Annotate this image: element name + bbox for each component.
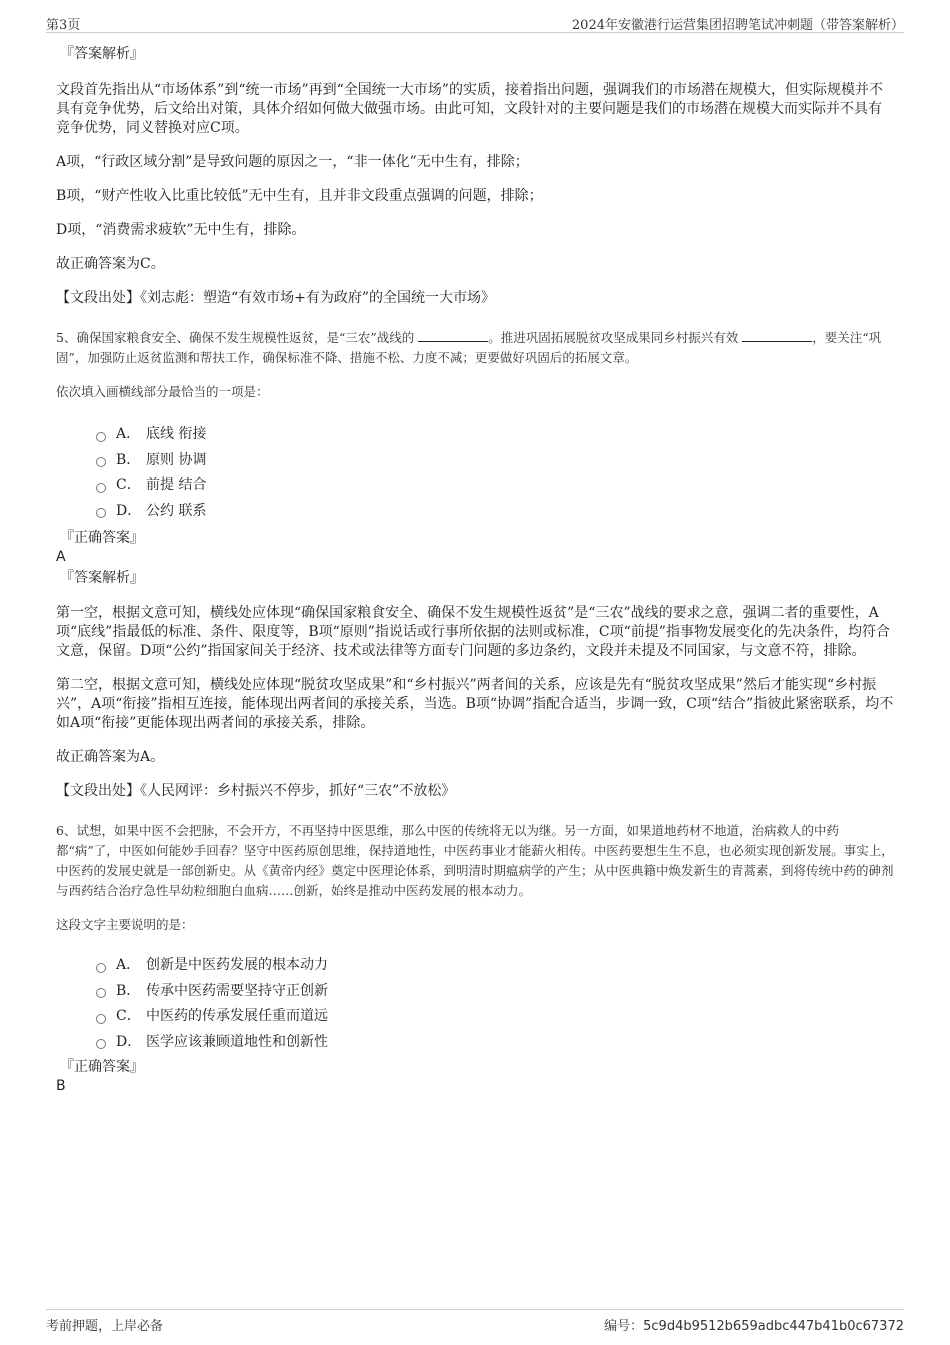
q5-option-b[interactable] — [96, 448, 894, 474]
q6-option-b[interactable] — [96, 979, 894, 1005]
radio-icon[interactable] — [96, 457, 106, 467]
radio-icon[interactable] — [96, 483, 106, 493]
radio-icon[interactable] — [96, 1039, 106, 1049]
q6-answer-label: 『正确答案』 — [60, 1059, 144, 1075]
q5-answer: A — [56, 549, 66, 565]
q6-option-c[interactable] — [96, 1004, 894, 1030]
code-value: 5c9d4b9512b659adbc447b41b0c67372 — [643, 1319, 904, 1334]
option-letter: C． — [116, 477, 141, 494]
option-text: 公约 联系 — [146, 502, 207, 519]
q5-conclusion: 故正确答案为A。 — [56, 749, 165, 765]
radio-icon[interactable] — [96, 988, 106, 998]
q4-analysis-paragraph-1: 文段首先指出从“市场体系”到“统一市场”再到“全国统一大市场”的实质，接着指出问题，强调我们的市场潜在规模大，但实际规模并不具有竞争优势，后文给出对策，具体介绍如何做大做强市场。由此可知，文段针对的主要问题是我们的市场潜在规模大而实际并不具有竞争优势，同义替换对应C项。 — [56, 82, 883, 136]
page-content — [56, 44, 894, 1095]
page-number: 第3页 — [46, 18, 81, 33]
radio-icon[interactable] — [96, 1014, 106, 1024]
q6-option-d[interactable] — [96, 1030, 894, 1056]
q5-option-a[interactable] — [96, 422, 894, 448]
footer-slogan: 考前押题，上岸必备 — [46, 1319, 164, 1334]
option-letter: A． — [116, 957, 141, 974]
q6-answer: B — [56, 1078, 66, 1094]
q5-analysis-paragraph-2: 第二空，根据文意可知，横线处应体现“脱贫攻坚成果”和“乡村振兴”两者间的关系，应该是先有“脱贫攻坚成果”然后才能实现“乡村振兴”，A项“衔接”指相互连接，能体现出两者间的承接关系，当选。B项“协调”指配合适当，步调一致，C项“结合”指彼此紧密联系，均不如A项“衔接”更能体现出两者间的承接关系，排除。 — [56, 677, 894, 731]
q5-stem — [56, 328, 894, 368]
code-label: 编号： — [604, 1319, 644, 1334]
option-letter: B． — [116, 451, 141, 468]
q6-options — [96, 953, 894, 1055]
q5-stem-part-1: 5、确保国家粮食安全、确保不发生规模性返贫，是“三农”战线的 — [56, 330, 415, 345]
page-header — [46, 12, 904, 33]
q4-analysis-paragraph-3: B项，“财产性收入比重比较低”无中生有，且并非文段重点强调的问题，排除； — [56, 188, 543, 204]
q4-analysis-paragraph-2: A项，“行政区域分割”是导致问题的原因之一，“非一体化”无中生有，排除； — [56, 154, 529, 170]
q4-conclusion: 故正确答案为C。 — [56, 256, 165, 272]
q5-source: 【文段出处】《人民网评：乡村振兴不停步，抓好“三农”不放松》 — [56, 783, 456, 799]
option-text: 传承中医药需要坚持守正创新 — [146, 982, 328, 999]
option-text: 底线 衔接 — [146, 426, 207, 443]
option-letter: A． — [116, 426, 141, 443]
q4-analysis-label: 『答案解析』 — [60, 46, 144, 62]
q4-analysis-paragraph-4: D项，“消费需求疲软”无中生有，排除。 — [56, 222, 306, 238]
q6-prompt: 这段文字主要说明的是： — [56, 917, 194, 932]
document-code — [604, 1315, 904, 1334]
q6-option-a[interactable] — [96, 953, 894, 979]
radio-icon[interactable] — [96, 508, 106, 518]
option-text: 前提 结合 — [146, 477, 207, 494]
q5-stem-part-3: ，要关注“巩固”，加强防止返贫监测和帮扶工作，确保标准不降、措施不松、力度不减；更要做好巩固后的拓展文章。 — [56, 330, 882, 365]
option-letter: D． — [116, 1033, 142, 1050]
option-text: 医学应该兼顾道地性和创新性 — [146, 1033, 328, 1050]
q5-analysis-paragraph-1: 第一空，根据文意可知，横线处应体现“确保国家粮食安全、确保不发生规模性返贫”是“三农”战线的要求之意，强调二者的重要性，A项“底线”指最低的标准、条件、限度等，B项“原则”指说话或行事所依据的法则或标准，C项“前提”指事物发展变化的先决条件，均符合文意，保留。D项“公约”指国家间关于经济、技术或法律等方面专门问题的多边条约，文段并未提及不同国家，与文意不符，排除。 — [56, 605, 890, 659]
q5-analysis-label: 『答案解析』 — [60, 570, 144, 586]
q5-option-d[interactable] — [96, 499, 894, 525]
q5-answer-label: 『正确答案』 — [60, 530, 144, 546]
q5-options — [96, 422, 894, 524]
option-text: 中医药的传承发展任重而道远 — [146, 1008, 328, 1025]
q5-stem-part-2: 。推进巩固拓展脱贫攻坚成果同乡村振兴有效 — [488, 330, 739, 345]
radio-icon[interactable] — [96, 432, 106, 442]
document-title: 2024年安徽港行运营集团招聘笔试冲刺题（带答案解析） — [571, 18, 904, 33]
option-text: 创新是中医药发展的根本动力 — [146, 957, 328, 974]
option-letter: C． — [116, 1008, 141, 1025]
q5-blank-2 — [742, 329, 812, 342]
option-letter: B． — [116, 982, 141, 999]
q6-stem: 6、试想，如果中医不会把脉，不会开方，不再坚持中医思维，那么中医的传统将无以为继。另一方面，如果道地药材不地道，治病救人的中药都“病”了，中医如何能妙手回春？坚守中医药原创思维，保持道地性，中医药事业才能薪火相传。中医药要想生生不息，也必须实现创新发展。事实上，中医药的发展史就是一部创新史。从《黄帝内经》奠定中医理论体系，到明清时期瘟病学的产生；从中医典籍中焕发新生的青蒿素，到将传统中药的砷剂与西药结合治疗急性早幼粒细胞白血病……创新，始终是推动中医药发展的根本动力。 — [56, 823, 894, 898]
q5-option-c[interactable] — [96, 473, 894, 499]
option-text: 原则 协调 — [146, 451, 207, 468]
q4-source: 【文段出处】《刘志彪：塑造“有效市场+有为政府”的全国统一大市场》 — [56, 290, 496, 306]
option-letter: D． — [116, 502, 142, 519]
q5-blank-1 — [418, 329, 488, 342]
radio-icon[interactable] — [96, 963, 106, 973]
q5-prompt: 依次填入画横线部分最恰当的一项是： — [56, 384, 269, 399]
page-footer — [46, 1309, 904, 1332]
